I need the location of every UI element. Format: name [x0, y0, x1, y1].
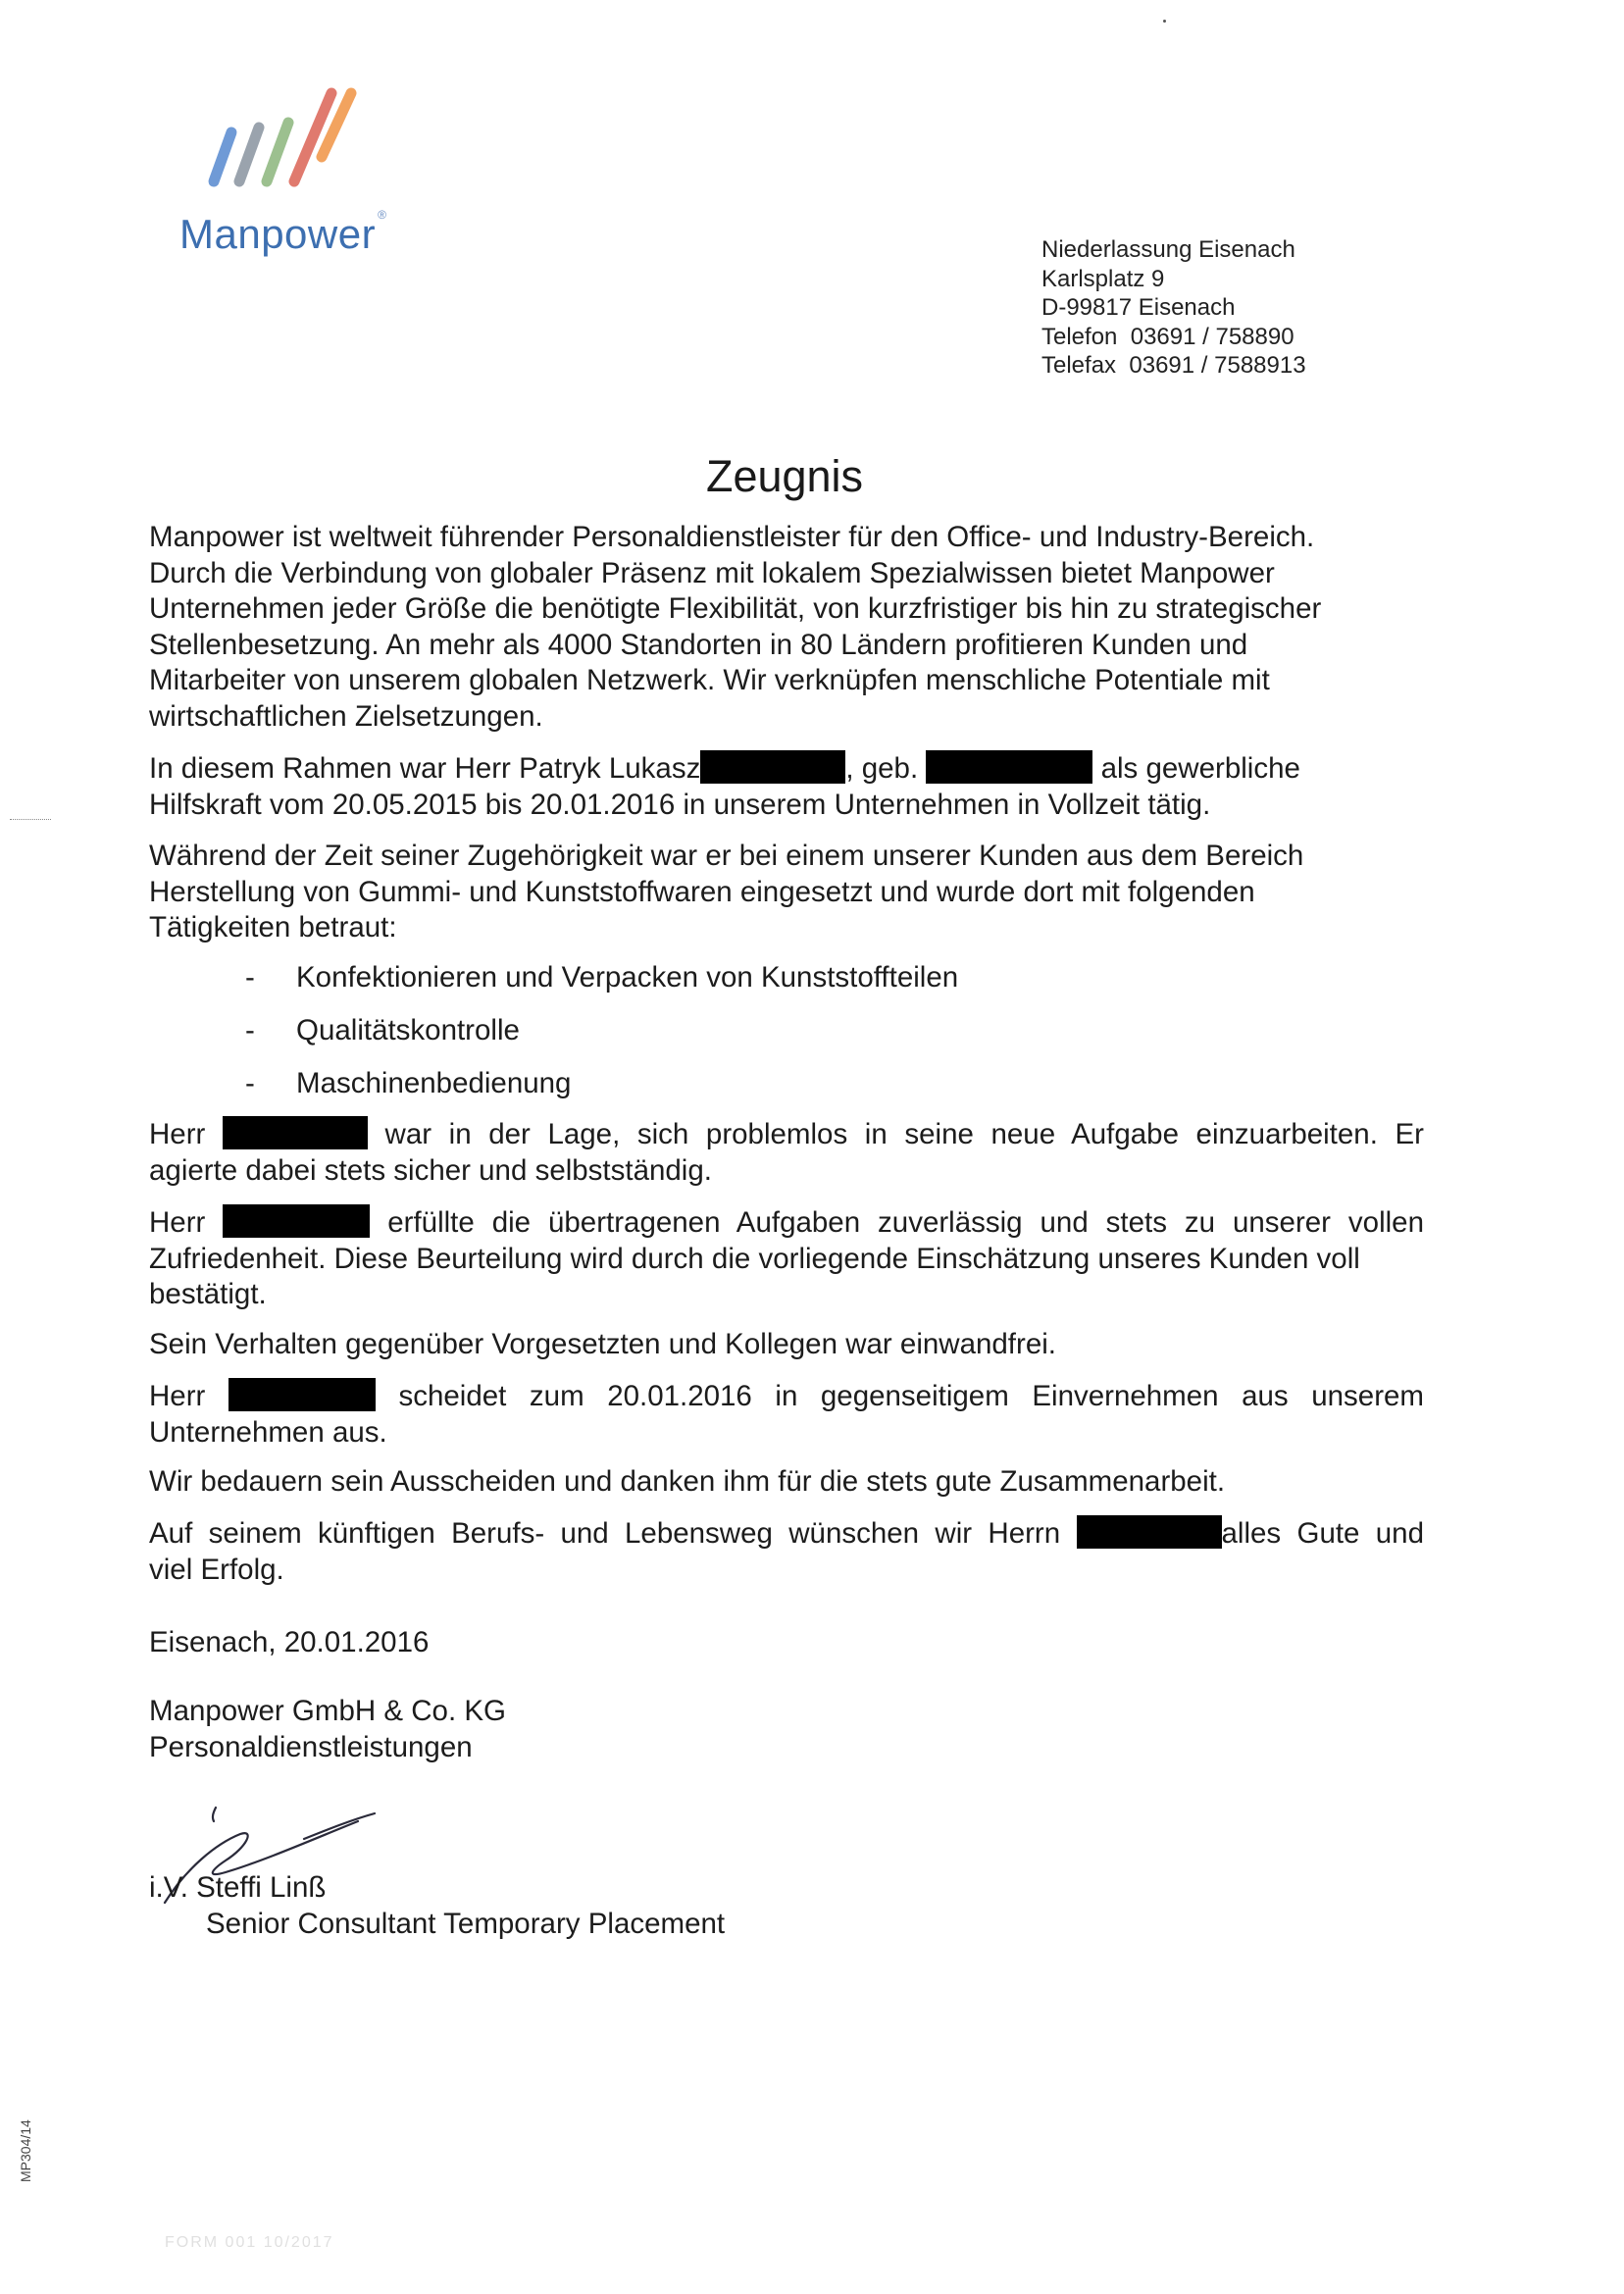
- text-line: Durch die Verbindung von globaler Präsenz mit lokalem Spezialwissen bietet Manpower: [149, 556, 1275, 589]
- duties-paragraph: [149, 839, 1424, 946]
- redaction-box: [228, 1378, 376, 1411]
- text-line: Stellenbesetzung. An mehr als 4000 Standorten in 80 Ländern profitieren Kunden und: [149, 628, 1248, 661]
- text-line: agierte dabei stets sicher und selbstständig.: [149, 1153, 712, 1187]
- redaction-box: [223, 1116, 368, 1149]
- text-line: Herstellung von Gummi- und Kunststoffwaren eingesetzt und wurde dort mit folgenden: [149, 875, 1255, 908]
- text-line: Herr erfüllte die übertragenen Aufgaben zuverlässig und stets zu unserer vollen: [149, 1206, 1424, 1239]
- text-line: Manpower ist weltweit führender Personaldienstleister für den Office- und Industry-Bereich.: [149, 521, 1315, 553]
- text-line: wirtschaftlichen Zielsetzungen.: [149, 699, 543, 733]
- company-block: [149, 1694, 1424, 1765]
- address-line: D-99817 Eisenach: [1041, 294, 1236, 321]
- manpower-logo-icon: [196, 83, 392, 196]
- address-line: Telefon 03691 / 758890: [1041, 323, 1294, 350]
- text-line: Während der Zeit seiner Zugehörigkeit war er bei einem unserer Kunden aus dem Bereich: [149, 840, 1304, 872]
- wishes-paragraph: [149, 1515, 1424, 1588]
- text-line: Mitarbeiter von unserem globalen Netzwerk. Wir verknüpfen menschliche Potentiale mit: [149, 664, 1270, 696]
- scan-speck: [1163, 20, 1166, 23]
- intro-paragraph: [149, 520, 1424, 735]
- employment-paragraph: [149, 750, 1424, 823]
- faint-footer-code: FORM 001 10/2017: [165, 2234, 334, 2251]
- redaction-box: [1077, 1515, 1222, 1549]
- text-line: Herr war in der Lage, sich problemlos in seine neue Aufgabe einzuarbeiten. Er: [149, 1118, 1424, 1150]
- company-department: Personaldienstleistungen: [149, 1730, 473, 1763]
- signer-block: [149, 1870, 1424, 1942]
- list-item: - Qualitätskontrolle: [245, 1014, 520, 1046]
- redaction-box: [700, 750, 845, 784]
- signer-name-line: i.V. Steffi Linß: [149, 1871, 327, 1904]
- text-line: In diesem Rahmen war Herr Patryk Lukasz , geb. als gewerbliche: [149, 752, 1300, 785]
- conduct-paragraph: [149, 1327, 1424, 1363]
- form-code: MP304/14: [18, 2119, 33, 2182]
- text-line: Unternehmen jeder Größe die benötigte Flexibilität, von kurzfristiger bis hin zu strategischer: [149, 592, 1322, 625]
- text-line: Auf seinem künftigen Berufs- und Lebensweg wünschen wir Herrn alles Gute und: [149, 1517, 1424, 1550]
- text-line: bestätigt.: [149, 1278, 267, 1310]
- text-line: viel Erfolg.: [149, 1553, 284, 1586]
- document-title: Zeugnis: [705, 451, 864, 501]
- list-item: - Konfektionieren und Verpacken von Kunststoffteilen: [245, 961, 959, 994]
- performance-paragraph: [149, 1204, 1424, 1313]
- text-line: Zufriedenheit. Diese Beurteilung wird durch die vorliegende Einschätzung unseres Kunden voll: [149, 1242, 1360, 1275]
- branch-address: [1041, 235, 1306, 381]
- regret-paragraph: [149, 1464, 1424, 1501]
- address-line: Telefax 03691 / 7588913: [1041, 352, 1306, 379]
- address-line: Karlsplatz 9: [1041, 265, 1165, 292]
- logo-wordmark: Manpower ®: [179, 208, 387, 257]
- company-name: Manpower GmbH & Co. KG: [149, 1695, 506, 1727]
- text-line: Unternehmen aus.: [149, 1415, 387, 1449]
- text-line: Herr scheidet zum 20.01.2016 in gegenseitigem Einvernehmen aus unserem: [149, 1380, 1424, 1412]
- signer-role: Senior Consultant Temporary Placement: [206, 1907, 726, 1940]
- learning-paragraph: [149, 1116, 1424, 1189]
- text-line: Tätigkeiten betraut:: [149, 911, 397, 943]
- text-line: Wir bedauern sein Ausscheiden und danken ihm für die stets gute Zusammenarbeit.: [149, 1465, 1226, 1498]
- list-item: - Maschinenbedienung: [245, 1067, 572, 1099]
- redaction-box: [223, 1204, 370, 1238]
- address-line: Niederlassung Eisenach: [1041, 236, 1295, 263]
- redaction-box: [926, 750, 1092, 784]
- leave-paragraph: [149, 1378, 1424, 1451]
- text-line: Hilfskraft vom 20.05.2015 bis 20.01.2016 in unserem Unternehmen in Vollzeit tätig.: [149, 788, 1211, 821]
- text-line: Sein Verhalten gegenüber Vorgesetzten und Kollegen war einwandfrei.: [149, 1328, 1056, 1360]
- fold-mark: [10, 819, 51, 820]
- place-date: Eisenach, 20.01.2016: [149, 1626, 430, 1658]
